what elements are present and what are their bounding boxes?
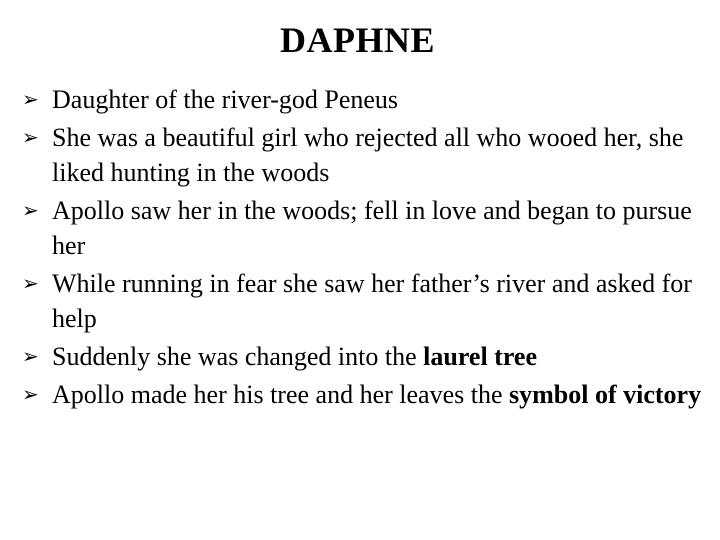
bullet-list [20,82,710,415]
bullet-text [52,380,701,409]
bullet-text [52,342,537,371]
bullet-text [52,269,692,333]
bullet-item [20,377,710,412]
arrow-bullet-icon: ➢ [22,198,39,222]
bullet-item [20,266,710,336]
bullet-item [20,193,710,263]
bullet-text-run: Suddenly she was changed into the [52,342,424,371]
bullet-item [20,82,710,117]
bullet-text-run: Apollo saw her in the woods; fell in love and began to pursue her [52,196,692,260]
arrow-bullet-icon: ➢ [22,271,39,295]
bullet-text-run: Daughter of the river-god Peneus [52,85,399,114]
arrow-bullet-icon: ➢ [22,87,39,111]
arrow-bullet-icon: ➢ [22,382,39,406]
arrow-bullet-icon: ➢ [22,125,39,149]
bullet-text-run: Apollo made her his tree and her leaves the [52,380,509,409]
bullet-text [52,196,692,260]
arrow-bullet-icon: ➢ [22,344,39,368]
bullet-bold-term: laurel tree [423,342,537,371]
bullet-text [52,85,398,114]
bullet-item [20,339,710,374]
bullet-text-run: While running in fear she saw her father’s river and asked for help [52,269,692,333]
slide-title: DAPHNE [280,20,435,60]
bullet-text-run: She was a beautiful girl who rejected all who wooed her, she liked hunting in the woods [52,123,684,187]
bullet-bold-term: symbol of victory [509,380,702,409]
bullet-item [20,120,710,190]
bullet-text [52,123,683,187]
